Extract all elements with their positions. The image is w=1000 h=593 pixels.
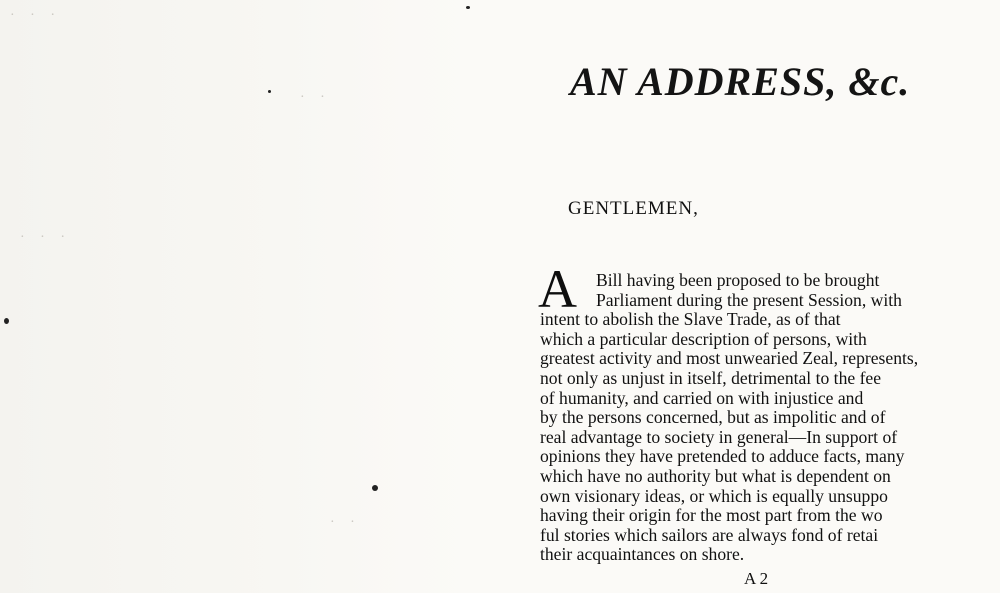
bleed-through-mark: · ·	[330, 515, 361, 530]
bleed-through-mark: · ·	[300, 90, 331, 105]
text-line: opinions they have pretended to adduce facts, many	[540, 446, 905, 467]
bleed-through-mark: · · ·	[10, 8, 61, 23]
body-paragraph	[540, 271, 1000, 565]
bleed-through-mark: · · ·	[20, 230, 71, 245]
text-line: real advantage to society in general—In support of	[540, 426, 898, 447]
text-line: greatest activity and most unwearied Zeal, represents,	[540, 348, 919, 369]
salutation: GENTLEMEN,	[568, 198, 699, 219]
text-line: ful stories which sailors are always fond of retai	[540, 524, 879, 545]
ink-speck	[268, 90, 271, 93]
signature-mark: A 2	[744, 569, 769, 588]
text-line: own visionary ideas, or which is equally unsuppo	[540, 485, 888, 506]
text-line: not only as unjust in itself, detrimental to the fee	[540, 367, 882, 388]
text-line: Bill having been proposed to be brought	[596, 270, 880, 290]
ink-speck	[4, 318, 9, 324]
text-line: their acquaintances on shore.	[540, 544, 745, 565]
ink-speck	[466, 6, 470, 9]
text-line: which a particular description of persons, with	[540, 328, 867, 349]
blank-facing-page	[0, 0, 470, 593]
page-title: AN ADDRESS, &c.	[570, 59, 911, 104]
ink-speck	[372, 485, 378, 491]
text-line: which have no authority but what is dependent on	[540, 465, 891, 486]
text-line: intent to abolish the Slave Trade, as of that	[540, 309, 841, 330]
text-line: by the persons concerned, but as impolitic and of	[540, 407, 886, 428]
drop-cap: A	[538, 259, 577, 319]
text-line: of humanity, and carried on with injustice and	[540, 387, 864, 408]
text-line: Parliament during the present Session, with	[596, 289, 902, 310]
text-line: having their origin for the most part from the wo	[540, 505, 883, 526]
